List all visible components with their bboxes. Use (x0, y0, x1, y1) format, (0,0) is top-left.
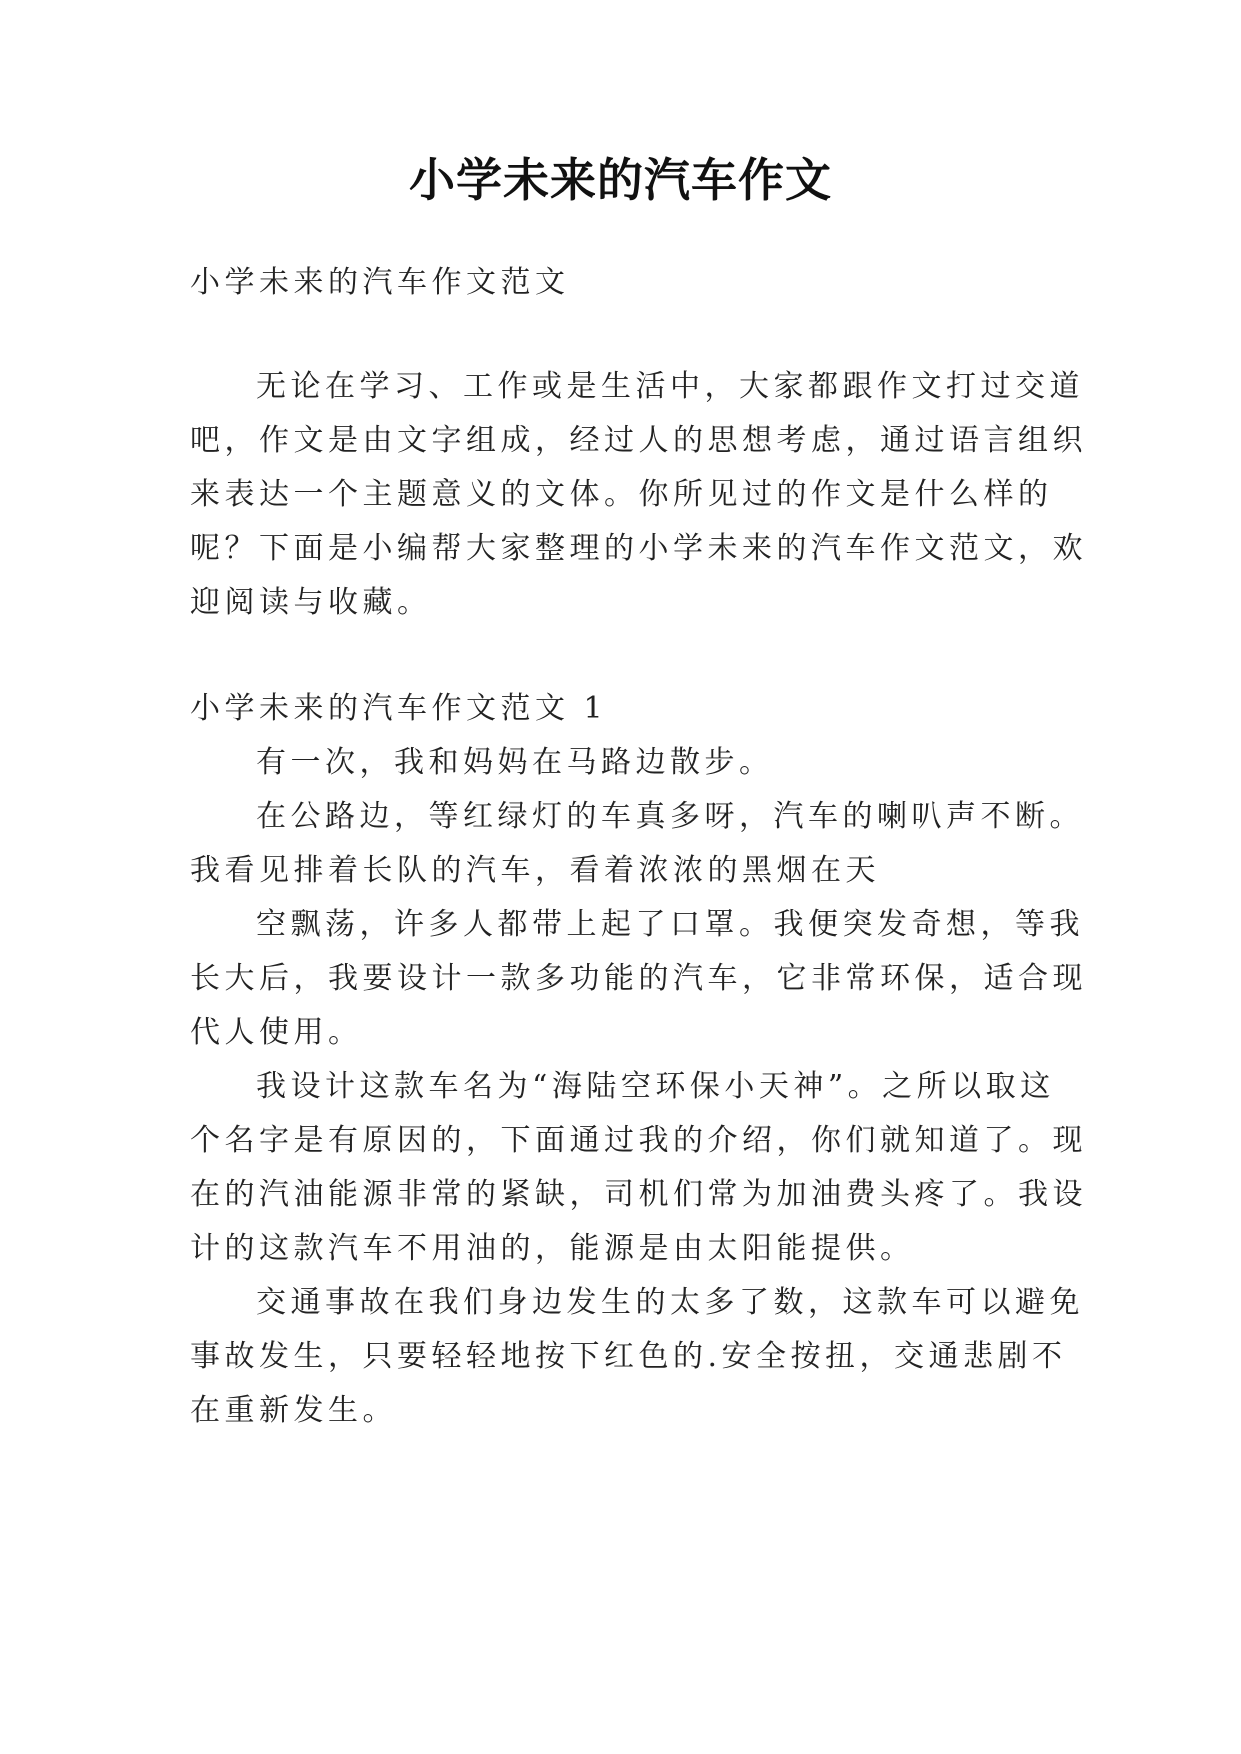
document-title: 小学未来的汽车作文 (409, 153, 832, 207)
subtitle-line: 小学未来的汽车作文范文 (190, 265, 570, 300)
paragraph-line: 来表达一个主题意义的文体。你所见过的作文是什么样的 (190, 477, 1053, 512)
paragraph-line: 我看见排着长队的汽车，看着浓浓的黑烟在天 (190, 853, 880, 888)
paragraph-line: 我设计这款车名为“海陆空环保小天神”。之所以取这 (256, 1069, 1055, 1104)
paragraph-line: 事故发生，只要轻轻地按下红色的.安全按扭，交通悲剧不 (190, 1339, 1067, 1374)
paragraph-line: 计的这款汽车不用油的，能源是由太阳能提供。 (190, 1231, 915, 1266)
paragraph-line: 个名字是有原因的，下面通过我的介绍，你们就知道了。现 (190, 1123, 1087, 1158)
paragraph-line: 在的汽油能源非常的紧缺，司机们常为加油费头疼了。我设 (190, 1177, 1087, 1212)
paragraph-line: 迎阅读与收藏。 (190, 585, 432, 620)
paragraph-line: 交通事故在我们身边发生的太多了数，这款车可以避免 (256, 1285, 1084, 1320)
section-heading: 小学未来的汽车作文范文 1 (190, 691, 608, 726)
paragraph-line: 空飘荡，许多人都带上起了口罩。我便突发奇想，等我 (256, 907, 1084, 942)
paragraph-line: 有一次，我和妈妈在马路边散步。 (256, 745, 774, 780)
paragraph-line: 呢？下面是小编帮大家整理的小学未来的汽车作文范文，欢 (190, 531, 1087, 566)
paragraph-line: 在重新发生。 (190, 1393, 397, 1428)
paragraph-line: 长大后，我要设计一款多功能的汽车，它非常环保，适合现 (190, 961, 1087, 996)
paragraph-line: 代人使用。 (190, 1015, 363, 1050)
paragraph-line: 无论在学习、工作或是生活中，大家都跟作文打过交道 (256, 369, 1084, 404)
paragraph-line: 吧，作文是由文字组成，经过人的思想考虑，通过语言组织 (190, 423, 1087, 458)
paragraph-line: 在公路边，等红绿灯的车真多呀，汽车的喇叭声不断。 (256, 799, 1084, 834)
